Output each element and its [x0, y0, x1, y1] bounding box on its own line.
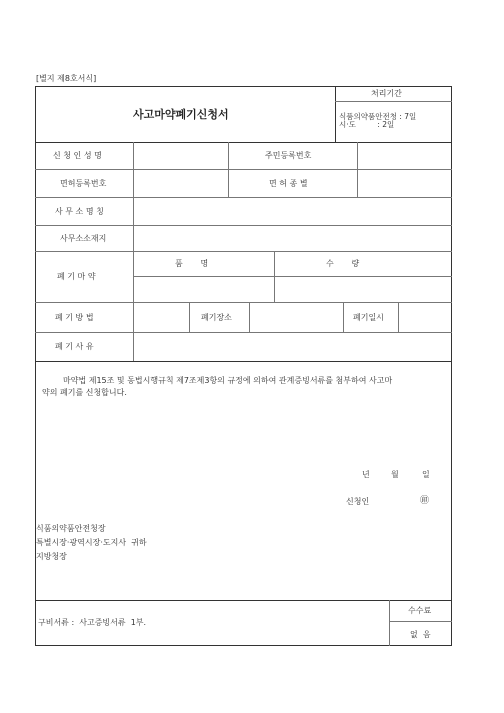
disposal-reason-label: 폐 기 사 유 [55, 342, 94, 351]
processing-period-header: 처리기간 [371, 89, 402, 98]
quantity-field[interactable] [275, 277, 451, 302]
office-address-label: 사무소소재지 [60, 234, 107, 243]
disposal-reason-field[interactable] [134, 333, 451, 361]
applicant-name-field[interactable] [134, 143, 227, 169]
form-number: [별지 제8호서식] [36, 74, 97, 83]
date-month-label: 월 [391, 470, 399, 479]
disposal-date-label: 폐기일시 [353, 313, 384, 322]
disposal-method-label: 폐 기 방 법 [55, 313, 94, 322]
license-number-label: 면허등록번호 [60, 179, 107, 188]
fee-value: 없 음 [410, 630, 431, 639]
office-name-label: 사 무 소 명 칭 [55, 207, 104, 216]
license-number-field[interactable] [134, 170, 227, 197]
product-name-header: 품 명 [175, 259, 209, 268]
processing-period-local: 시·도 : 2일 [339, 120, 395, 129]
applicant-name-label: 신 청 인 성 명 [53, 151, 102, 160]
disposal-date-field[interactable] [399, 303, 451, 332]
product-name-field[interactable] [134, 277, 273, 302]
quantity-header: 수 량 [326, 259, 360, 268]
processing-period-kfda: 식품의약품안전청 : 7일 [339, 112, 417, 121]
statement-line-2: 약의 폐기를 신청합니다. [42, 388, 127, 397]
addressee-regional: 지방청장 [36, 552, 67, 561]
resident-number-field[interactable] [358, 143, 451, 169]
seal-mark: ㊞ [420, 496, 430, 506]
disposal-method-field[interactable] [134, 303, 188, 332]
date-year-label: 년 [362, 470, 370, 479]
disposal-place-field[interactable] [250, 303, 342, 332]
license-type-label: 면 허 종 별 [269, 179, 308, 188]
statement-line-1: 마약법 제15조 및 동법시행규칙 제7조제3항의 규정에 의하여 관계증빙서류를 첨부하여 사고마 [63, 376, 393, 385]
fee-label: 수수료 [408, 606, 432, 615]
attachments-note: 구비서류 : 사고증빙서류 1부. [38, 618, 147, 627]
addressee-mayor: 특별시장·광역시장·도지사 귀하 [36, 538, 147, 547]
applicant-sign-label: 신청인 [346, 497, 370, 506]
addressee-kfda: 식품의약품안전청장 [36, 524, 106, 533]
resident-number-label: 주민등록번호 [265, 151, 312, 160]
date-day-label: 일 [422, 470, 430, 479]
office-address-field[interactable] [134, 226, 451, 251]
disposal-place-label: 폐기장소 [201, 313, 232, 322]
disposal-drug-label: 폐 기 마 약 [57, 272, 96, 281]
form-title: 사고마약폐기신청서 [133, 108, 229, 121]
office-name-field[interactable] [134, 198, 451, 225]
license-type-field[interactable] [358, 170, 451, 197]
